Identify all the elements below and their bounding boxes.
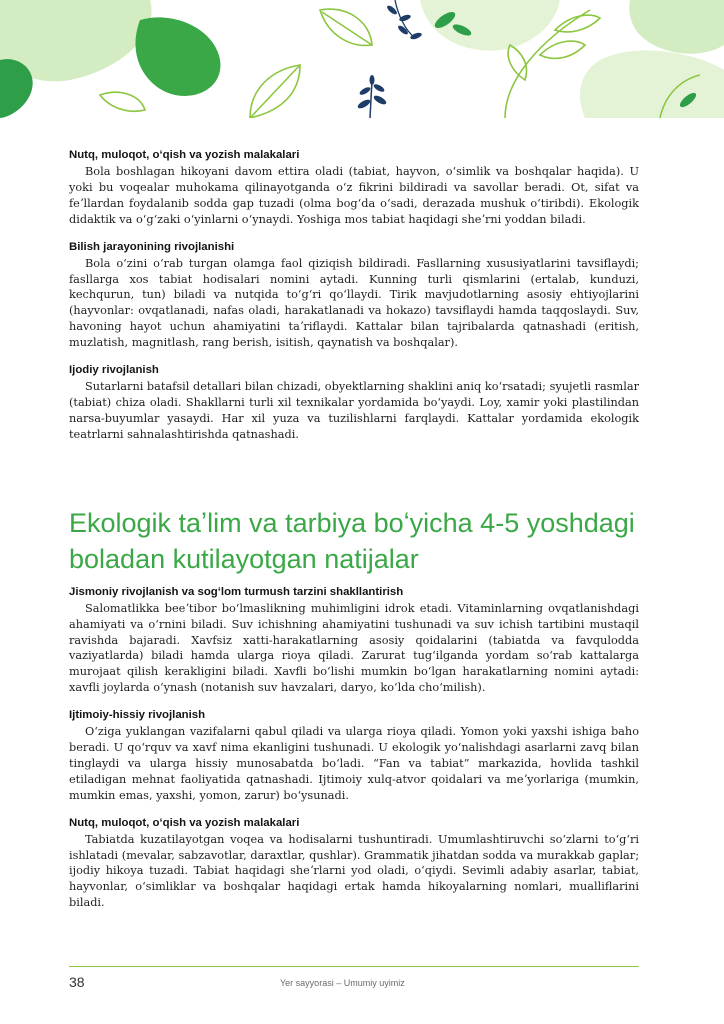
section-physical-development — [69, 585, 639, 696]
section-heading: Ijtimoiy-hissiy rivojlanish — [69, 709, 206, 722]
page-content — [69, 148, 639, 923]
section-cognitive-development — [69, 240, 639, 351]
section-social-emotional-development — [69, 708, 639, 804]
section-paragraph: Bola oʻzini oʻrab turgan olamga faol qiziqish bildiradi. Fasllarning xususiyatlarini tavsiflaydi; fasllarga xos tabiat hodisalari nomini aytadi. Kunning turli qismlarini (ertalab, kunduzi, kechqurun, tun) biladi va nutqida toʻgʻri qoʻllaydi. Tirik mavjudotlarning asosiy ehtiyojlarini (hayvonlar: ovqatlanadi, nafas oladi, harakatlanadi va hokazo) tavsiflaydi hamda taqqoslaydi. Suv, havoning hayot uchun ahamiyatini taʼriflaydi. Kattalar bilan tajribalarda qatnashadi (eritish, muzlatish, magnitlash, rang berish, isitish, qaynatish va boshqalar). — [69, 256, 639, 350]
leaf-illustration — [0, 0, 724, 118]
section-speech-communication-2 — [69, 816, 639, 912]
section-heading: Bilish jarayonining rivojlanishi — [69, 240, 235, 253]
section-heading: Nutq, muloqot, oʻqish va yozish malakalari — [69, 816, 300, 829]
section-paragraph: Salomatlikka beeʼtibor boʻlmaslikning muhimligini idrok etadi. Vitaminlarning ovqatlanishdagi ahamiyati va oʻrnini biladi. Suv ichishning ahamiyatini tushunadi va suv ichish tartibini mustaqil ravishda bajaradi. Xavfsiz xatti-harakatlarning asosiy qoidalarini (tabiatda va favqulodda vaziyatlarda) biladi hamda ularga rioya qiladi. Zarurat tugʻilganda yordam soʻrab kattalarga murojaat qilish kerakligini biladi. Xavfli boʻlishi mumkin boʻlgan harakatlarning nomini aytadi: xavfli joylarda oʻynash (notanish suv havzalari, daryo, koʻlda choʻmilish). — [69, 601, 639, 695]
section-heading: Jismoniy rivojlanish va sogʻlom turmush tarzini shakllantirish — [69, 585, 404, 598]
section-paragraph: Sutarlarni batafsil detallari bilan chizadi, obyektlarning shaklini aniq koʻrsatadi; syujetli rasmlar (tabiat) chiza oladi. Shakllarni turli xil texnikalar yordamida boʻyaydi. Loy, xamir yoki plastilindan narsa-buyumlar yasaydi. Har xil yuza va tuzilishlarni farqlaydi. Kattalar yordamida ekologik teatrlarni sahnalashtirishda qatnashadi. — [69, 380, 639, 441]
footer-book-title: Yer sayyorasi – Umumiy uyimiz — [280, 978, 405, 988]
section-speech-communication — [69, 148, 639, 228]
blob-bottom-right — [580, 50, 724, 118]
section-paragraph: Tabiatda kuzatilayotgan voqea va hodisalarni tushuntiradi. Umumlashtiruvchi soʻzlarni toʻgʻri ishlatadi (mevalar, sabzavotlar, daraxtlar, qushlar). Grammatik jihatdan sodda va murakkab gaplar; ijodiy hikoya tuzadi. Tabiat haqidagi sheʼrlarni yod oladi, oʻqiydi. Sevimli adabiy asarlar, tabiat, hayvonlar, oʻsimliklar va boshqalar haqidagi ertak hamda hikoyalarning nomlari, mualliflarini biladi. — [69, 832, 639, 910]
section-heading: Nutq, muloqot, oʻqish va yozish malakalari — [69, 149, 300, 161]
section-heading: Ijodiy rivojlanish — [69, 364, 159, 377]
section-creative-development — [69, 363, 639, 443]
section-paragraph: Oʻziga yuklangan vazifalarni qabul qiladi va ularga rioya qiladi. Yomon yoki yaxshi ishiga baho beradi. U qoʻrquv va xavf nima ekanligini tushunadi. U ekologik yoʻnalishdagi asarlarni zavq bilan tinglaydi va ularga hissiy munosabatda boʻladi. “Fan va tabiat” markazida, hovlida tashkil etiladigan mehnat faoliyatida qatnashadi. Ijtimoiy xulq-atvor qoidalari va meʼyorlariga (mumkin, mumkin emas, yaxshi, yomon, zarur) boʻysunadi. — [69, 725, 639, 802]
section-paragraph: Bola boshlagan hikoyani davom ettira oladi (tabiat, hayvon, oʻsimlik va boshqalar haqida). U yoki bu voqealar muhokama qilinayotganda oʻz fikrini bildiradi va savollar beradi. Ot, sifat va feʼllardan foydalanib sodda gap tuzadi (olma bogʻda oʻsadi, derazada mushuk oʻtiribdi). Ekologik didaktik va oʻgʻzaki oʻyinlarni oʻynaydi. Yoshiga mos tabiat haqidagi sheʼrni yoddan biladi. — [69, 165, 639, 226]
footer-divider — [69, 966, 639, 967]
page-number: 38 — [69, 974, 85, 990]
decorative-leaf-banner — [0, 0, 724, 118]
chapter-title: Ekologik taʼlim va tarbiya boʻyicha 4-5 yoshdagi boladan kutilayotgan natijalar — [69, 507, 635, 574]
